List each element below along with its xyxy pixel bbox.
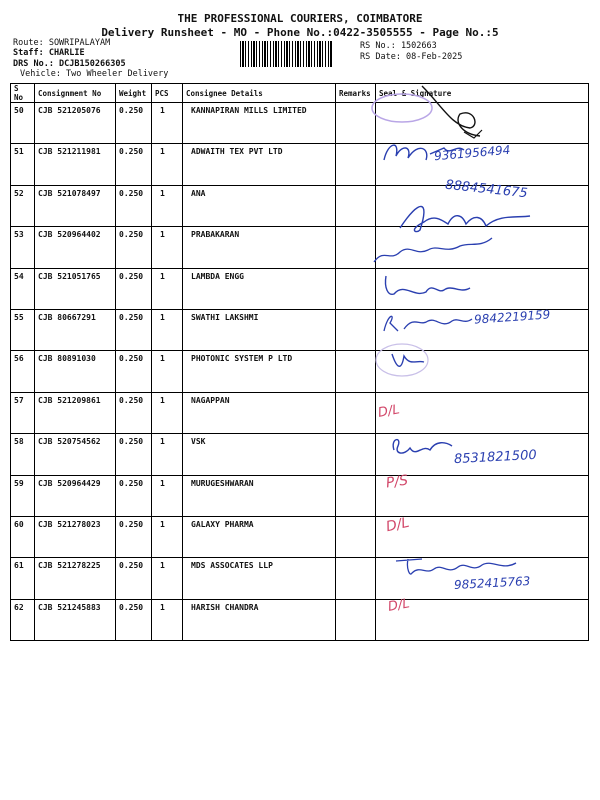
cell-consignee: MDS ASSOCATES LLP: [183, 558, 336, 599]
cell-pcs: 1: [152, 516, 183, 557]
cell-sno: 54: [11, 268, 35, 309]
table-row: [11, 599, 589, 640]
cell-pcs: 1: [152, 558, 183, 599]
header-consignee: Consignee Details: [183, 84, 336, 103]
cell-sno: 62: [11, 599, 35, 640]
barcode-image: [240, 41, 332, 67]
cell-weight: 0.250: [116, 103, 152, 144]
cell-signature: [376, 227, 589, 268]
mark-62: D/L: [386, 596, 411, 615]
cell-remarks: [336, 516, 376, 557]
cell-signature: [376, 103, 589, 144]
cell-remarks: [336, 268, 376, 309]
cell-pcs: 1: [152, 599, 183, 640]
cell-sno: 53: [11, 227, 35, 268]
header-remarks: Remarks: [336, 84, 376, 103]
cell-consignment-no: CJB 521205076: [35, 103, 116, 144]
cell-consignment-no: CJB 521078497: [35, 185, 116, 226]
cell-consignment-no: CJB 521211981: [35, 144, 116, 185]
cell-remarks: [336, 392, 376, 433]
cell-pcs: 1: [152, 185, 183, 226]
cell-weight: 0.250: [116, 392, 152, 433]
cell-consignee: PHOTONIC SYSTEM P LTD: [183, 351, 336, 392]
cell-consignee: ADWAITH TEX PVT LTD: [183, 144, 336, 185]
cell-signature: [376, 268, 589, 309]
cell-remarks: [336, 599, 376, 640]
phone-handwritten-55: 9842219159: [473, 307, 551, 327]
cell-pcs: 1: [152, 434, 183, 475]
cell-consignee: NAGAPPAN: [183, 392, 336, 433]
cell-consignee: PRABAKARAN: [183, 227, 336, 268]
company-title: THE PROFESSIONAL COURIERS, COIMBATORE: [177, 12, 423, 25]
cell-consignment-no: CJB 520964402: [35, 227, 116, 268]
cell-pcs: 1: [152, 392, 183, 433]
cell-remarks: [336, 558, 376, 599]
cell-sno: 56: [11, 351, 35, 392]
cell-consignee: ANA: [183, 185, 336, 226]
drs-number: DRS No.: DCJB150266305: [13, 59, 126, 69]
cell-pcs: 1: [152, 103, 183, 144]
cell-remarks: [336, 103, 376, 144]
cell-remarks: [336, 351, 376, 392]
vehicle-label: Vehicle: Two Wheeler Delivery: [20, 69, 169, 79]
cell-consignee: MURUGESHWARAN: [183, 475, 336, 516]
cell-weight: 0.250: [116, 185, 152, 226]
cell-pcs: 1: [152, 268, 183, 309]
cell-weight: 0.250: [116, 144, 152, 185]
phone-handwritten-51: 9361956494: [433, 142, 511, 164]
phone-handwritten-58: 8531821500: [453, 447, 538, 468]
cell-consignee: HARISH CHANDRA: [183, 599, 336, 640]
cell-consignment-no: CJB 521278023: [35, 516, 116, 557]
cell-sno: 50: [11, 103, 35, 144]
table-row: [11, 516, 589, 557]
cell-weight: 0.250: [116, 268, 152, 309]
cell-signature: [376, 351, 589, 392]
cell-consignment-no: CJB 521209861: [35, 392, 116, 433]
cell-consignment-no: CJB 521278225: [35, 558, 116, 599]
cell-remarks: [336, 434, 376, 475]
cell-consignment-no: CJB 520964429: [35, 475, 116, 516]
cell-sno: 57: [11, 392, 35, 433]
route-label: Route: SOWRIPALAYAM: [13, 38, 111, 48]
mark-57: D/L: [376, 402, 401, 421]
table-row: [11, 475, 589, 516]
phone-handwritten-52: 8884541675: [444, 177, 529, 202]
runsheet-subtitle: Delivery Runsheet - MO - Phone No.:0422-3505555 - Page No.:5: [101, 26, 499, 39]
cell-remarks: [336, 227, 376, 268]
rs-number: RS No.: 1502663: [360, 41, 437, 51]
cell-sno: 59: [11, 475, 35, 516]
cell-consignee: GALAXY PHARMA: [183, 516, 336, 557]
cell-pcs: 1: [152, 144, 183, 185]
cell-consignee: LAMBDA ENGG: [183, 268, 336, 309]
mark-59: P/S: [384, 472, 410, 492]
header-consignment: Consignment No: [35, 84, 116, 103]
cell-pcs: 1: [152, 309, 183, 350]
cell-weight: 0.250: [116, 558, 152, 599]
cell-consignee: SWATHI LAKSHMI: [183, 309, 336, 350]
cell-sno: 58: [11, 434, 35, 475]
cell-weight: 0.250: [116, 516, 152, 557]
cell-consignee: KANNAPIRAN MILLS LIMITED: [183, 103, 336, 144]
cell-weight: 0.250: [116, 309, 152, 350]
table-row: [11, 268, 589, 309]
cell-sno: 55: [11, 309, 35, 350]
runsheet-table: [10, 83, 589, 641]
phone-handwritten-61: 9852415763: [453, 574, 531, 592]
header-sno: S No: [11, 84, 35, 103]
cell-weight: 0.250: [116, 599, 152, 640]
header-signature: Seal & Signature: [376, 84, 589, 103]
cell-pcs: 1: [152, 227, 183, 268]
table-row: [11, 227, 589, 268]
cell-consignment-no: CJB 521245883: [35, 599, 116, 640]
cell-sno: 51: [11, 144, 35, 185]
staff-label: Staff: CHARLIE: [13, 48, 85, 58]
header-pcs: PCS: [152, 84, 183, 103]
cell-consignment-no: CJB 521051765: [35, 268, 116, 309]
table-row: [11, 103, 589, 144]
cell-remarks: [336, 185, 376, 226]
cell-sno: 52: [11, 185, 35, 226]
cell-weight: 0.250: [116, 351, 152, 392]
cell-remarks: [336, 144, 376, 185]
cell-sno: 61: [11, 558, 35, 599]
cell-weight: 0.250: [116, 227, 152, 268]
table-row: [11, 392, 589, 433]
cell-consignment-no: CJB 80667291: [35, 309, 116, 350]
cell-weight: 0.250: [116, 475, 152, 516]
header-weight: Weight: [116, 84, 152, 103]
cell-remarks: [336, 309, 376, 350]
cell-consignee: VSK: [183, 434, 336, 475]
table-header-row: [11, 84, 589, 103]
cell-pcs: 1: [152, 351, 183, 392]
cell-remarks: [336, 475, 376, 516]
table-row: [11, 351, 589, 392]
cell-pcs: 1: [152, 475, 183, 516]
cell-sno: 60: [11, 516, 35, 557]
cell-consignment-no: CJB 80891030: [35, 351, 116, 392]
cell-consignment-no: CJB 520754562: [35, 434, 116, 475]
cell-weight: 0.250: [116, 434, 152, 475]
rs-date: RS Date: 08-Feb-2025: [360, 52, 463, 62]
cell-signature: [376, 392, 589, 433]
mark-60: D/L: [384, 514, 411, 536]
